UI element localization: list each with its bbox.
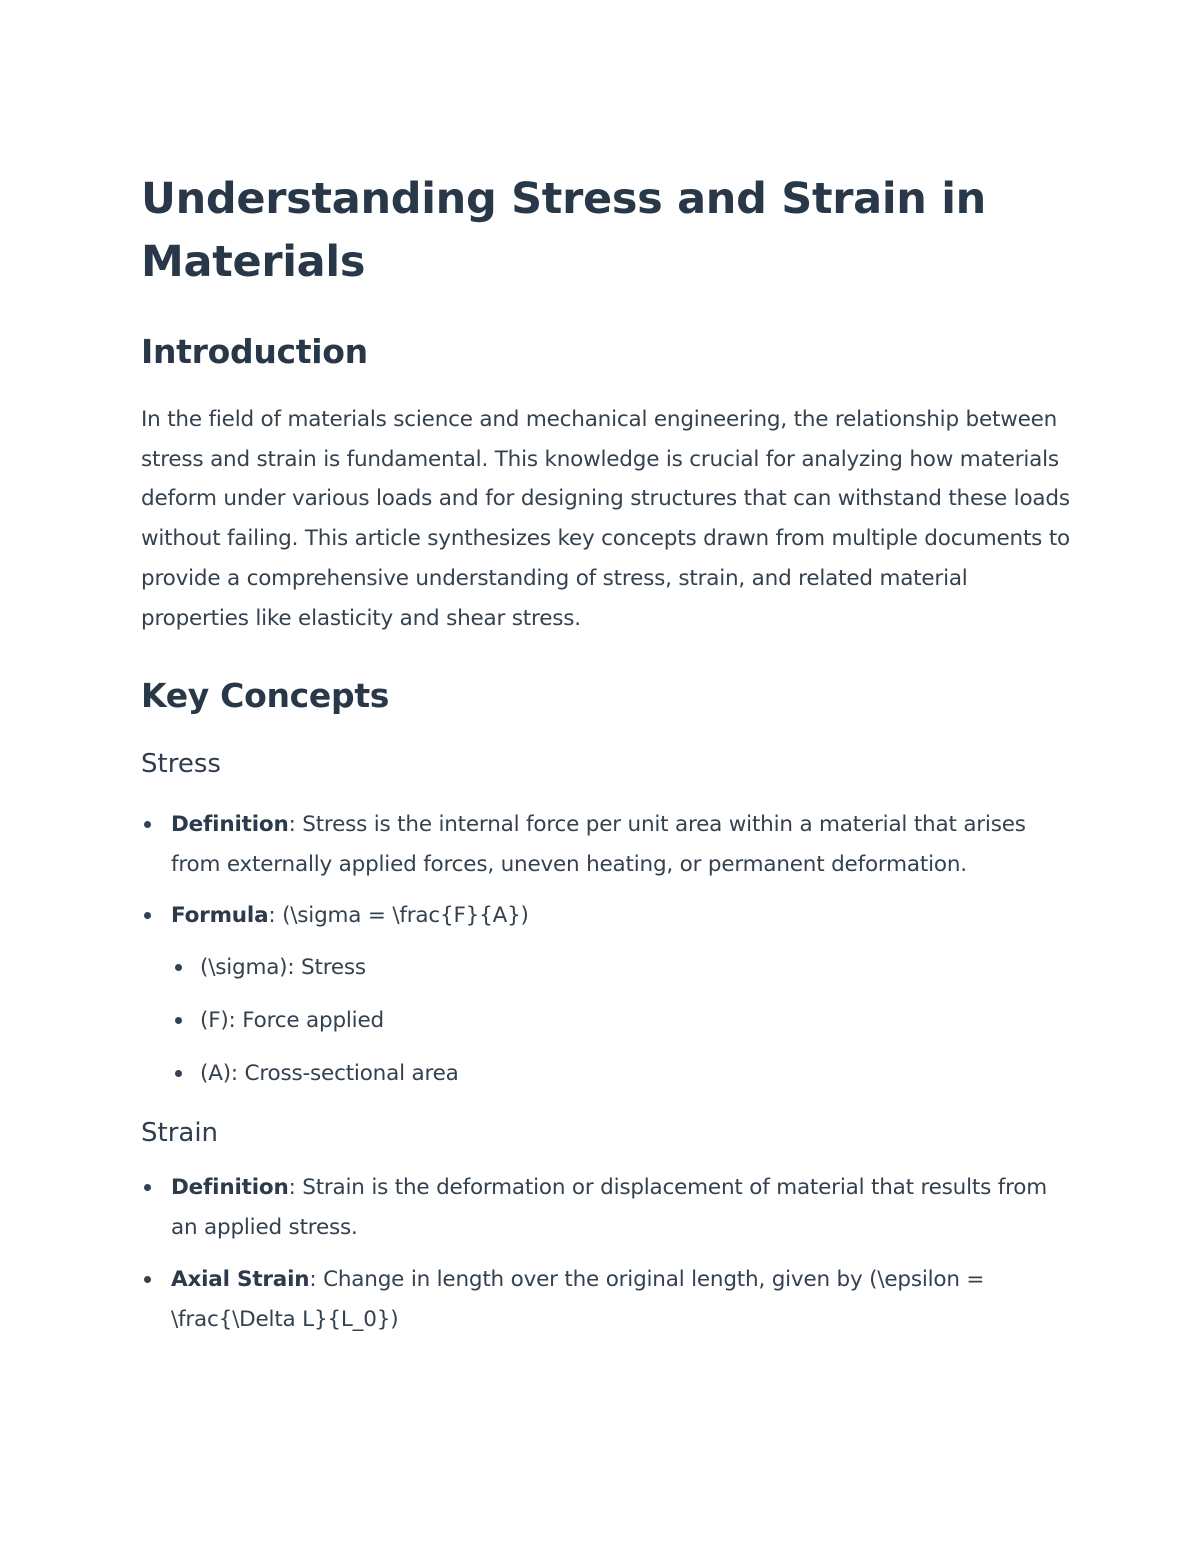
document-page [141, 168, 1071, 1339]
stress-list [141, 805, 1071, 1093]
strain-list [141, 1168, 1071, 1339]
stress-formula-text: : (\sigma = \frac{F}{A}) [268, 903, 529, 929]
variable-item-area: (A): Cross-sectional area [171, 1054, 1071, 1094]
stress-definition-term: Definition [171, 812, 289, 838]
stress-formula-item [141, 896, 1071, 1093]
key-concepts-heading: Key Concepts [141, 676, 390, 716]
axial-strain-term: Axial Strain [171, 1267, 310, 1293]
stress-definition-text: : Stress is the internal force per unit area within a material that arises from externally applied forces, uneven heating, or permanent deformation. [171, 812, 1026, 877]
introduction-paragraph: In the field of materials science and mechanical engineering, the relationship between stress and strain is fundamental. This knowledge is crucial for analyzing how materials deform under various loads and for designing structures that can withstand these loads without failing. This article synthesizes key concepts drawn from multiple documents to provide a comprehensive understanding of stress, strain, and related material properties like elasticity and shear stress. [141, 407, 1070, 631]
stress-heading: Stress [141, 749, 221, 780]
document-title: Understanding Stress and Strain in Materials [141, 174, 986, 287]
axial-strain-text: : Change in length over the original length, given by (\epsilon = \frac{\Delta L}{L_0}) [171, 1267, 985, 1332]
variable-item-sigma: (\sigma): Stress [171, 948, 1071, 988]
strain-heading: Strain [141, 1118, 219, 1149]
introduction-heading: Introduction [141, 332, 368, 371]
axial-strain-item [141, 1260, 1071, 1339]
strain-definition-term: Definition [171, 1175, 289, 1201]
stress-definition-item [141, 805, 1071, 884]
strain-definition-text: : Strain is the deformation or displacement of material that results from an applied stress. [171, 1175, 1047, 1240]
strain-definition-item [141, 1168, 1071, 1247]
variable-item-force: (F): Force applied [171, 1001, 1071, 1041]
stress-formula-variables [171, 948, 1071, 1094]
stress-formula-term: Formula [171, 903, 269, 929]
